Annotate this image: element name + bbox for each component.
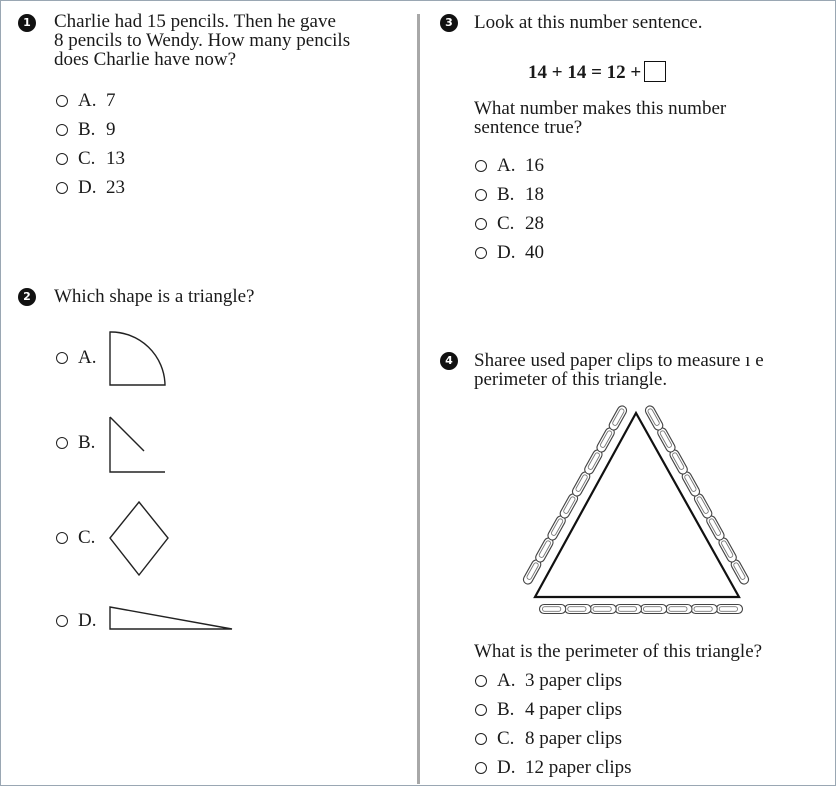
right-angle-shape <box>108 415 168 475</box>
radio-button[interactable] <box>56 615 68 627</box>
question-1-line-3: does Charlie have now? <box>54 49 237 70</box>
quarter-circle-shape <box>108 330 170 388</box>
radio-button[interactable] <box>475 218 487 230</box>
option-letter: D. <box>78 610 97 631</box>
radio-button[interactable] <box>56 437 68 449</box>
paper-clip <box>615 605 641 614</box>
option-text: 40 <box>525 242 544 263</box>
option-letter: B. <box>78 119 96 140</box>
question-1-option-c[interactable] <box>56 148 125 170</box>
question-2-line-1: Which shape is a triangle? <box>54 286 255 307</box>
question-1-option-d[interactable] <box>56 177 125 199</box>
radio-button[interactable] <box>475 704 487 716</box>
answer-box <box>644 61 666 82</box>
question-1-line-1: Charlie had 15 pencils. Then he gave <box>54 11 336 32</box>
paper-clip <box>565 605 591 614</box>
question-3-text <box>474 13 702 32</box>
option-letter: D. <box>78 177 97 198</box>
question-2-option-a[interactable] <box>56 347 106 369</box>
option-text: 18 <box>525 184 544 205</box>
radio-button[interactable] <box>56 95 68 107</box>
option-letter: C. <box>497 213 515 234</box>
option-letter: A. <box>497 155 516 176</box>
option-text: 13 <box>106 148 125 169</box>
option-letter: B. <box>497 184 515 205</box>
number-sentence <box>528 61 666 84</box>
question-3-prompt-line-1: What number makes this number <box>474 98 727 119</box>
option-letter: A. <box>497 670 516 691</box>
rhombus-shape <box>108 500 170 578</box>
option-text: 12 paper clips <box>525 757 632 778</box>
question-3-option-b[interactable] <box>475 184 544 206</box>
thin-triangle-shape <box>108 605 236 633</box>
radio-button[interactable] <box>475 189 487 201</box>
question-3-prompt <box>474 99 726 137</box>
question-3-option-a[interactable] <box>475 155 544 177</box>
question-3-option-c[interactable] <box>475 213 544 235</box>
radio-button[interactable] <box>475 762 487 774</box>
option-letter: C. <box>78 527 96 548</box>
option-text: 4 paper clips <box>525 699 623 720</box>
question-4-number-badge: 4 <box>440 352 458 370</box>
question-2-option-c[interactable] <box>56 527 106 549</box>
paper-clip <box>590 605 616 614</box>
question-4-prompt: What is the perimeter of this triangle? <box>474 641 763 662</box>
paper-clip <box>666 605 692 614</box>
question-1-option-a[interactable] <box>56 90 116 112</box>
equation-text: 14 + 14 = 12 + <box>528 62 642 83</box>
option-letter: B. <box>78 432 96 453</box>
option-text: 3 paper clips <box>525 670 623 691</box>
column-divider <box>417 14 420 784</box>
question-3-option-d[interactable] <box>475 242 544 264</box>
paper-clip <box>691 605 717 614</box>
radio-button[interactable] <box>475 247 487 259</box>
option-text: 9 <box>106 119 116 140</box>
option-letter: C. <box>78 148 96 169</box>
paper-clip <box>608 404 629 431</box>
option-text: 7 <box>106 90 116 111</box>
option-text: 16 <box>525 155 544 176</box>
radio-button[interactable] <box>56 153 68 165</box>
option-letter: A. <box>78 347 97 368</box>
option-letter: D. <box>497 242 516 263</box>
question-1-number-badge: 1 <box>18 14 36 32</box>
radio-button[interactable] <box>56 182 68 194</box>
option-letter: D. <box>497 757 516 778</box>
paper-clip <box>644 404 665 431</box>
paper-clip-triangle-figure <box>520 405 750 620</box>
option-letter: A. <box>78 90 97 111</box>
question-4-option-d[interactable] <box>475 757 632 779</box>
question-4-line-2: perimeter of this triangle. <box>474 369 668 390</box>
question-3-number-badge: 3 <box>440 14 458 32</box>
question-4-line-1: Sharee used paper clips to measure ı e <box>474 350 764 371</box>
question-4-option-c[interactable] <box>475 728 622 750</box>
question-3-line-1: Look at this number sentence. <box>474 12 703 33</box>
option-letter: B. <box>497 699 515 720</box>
paper-clip <box>641 605 667 614</box>
option-text: 28 <box>525 213 544 234</box>
question-1-option-b[interactable] <box>56 119 116 141</box>
question-4-option-b[interactable] <box>475 699 622 721</box>
option-text: 23 <box>106 177 125 198</box>
radio-button[interactable] <box>56 352 68 364</box>
question-2-option-b[interactable] <box>56 432 106 454</box>
radio-button[interactable] <box>475 675 487 687</box>
question-4-option-a[interactable] <box>475 670 622 692</box>
question-1-text <box>54 12 350 69</box>
question-1-line-2: 8 pencils to Wendy. How many pencils <box>54 30 351 51</box>
question-3-prompt-line-2: sentence true? <box>474 117 583 138</box>
question-2-text <box>54 287 254 306</box>
radio-button[interactable] <box>475 733 487 745</box>
paper-clip <box>540 605 566 614</box>
question-2-option-d[interactable] <box>56 610 106 632</box>
radio-button[interactable] <box>56 124 68 136</box>
radio-button[interactable] <box>56 532 68 544</box>
question-4-text <box>474 351 764 389</box>
radio-button[interactable] <box>475 160 487 172</box>
option-letter: C. <box>497 728 515 749</box>
option-text: 8 paper clips <box>525 728 623 749</box>
question-2-number-badge: 2 <box>18 288 36 306</box>
paper-clip <box>716 605 742 614</box>
